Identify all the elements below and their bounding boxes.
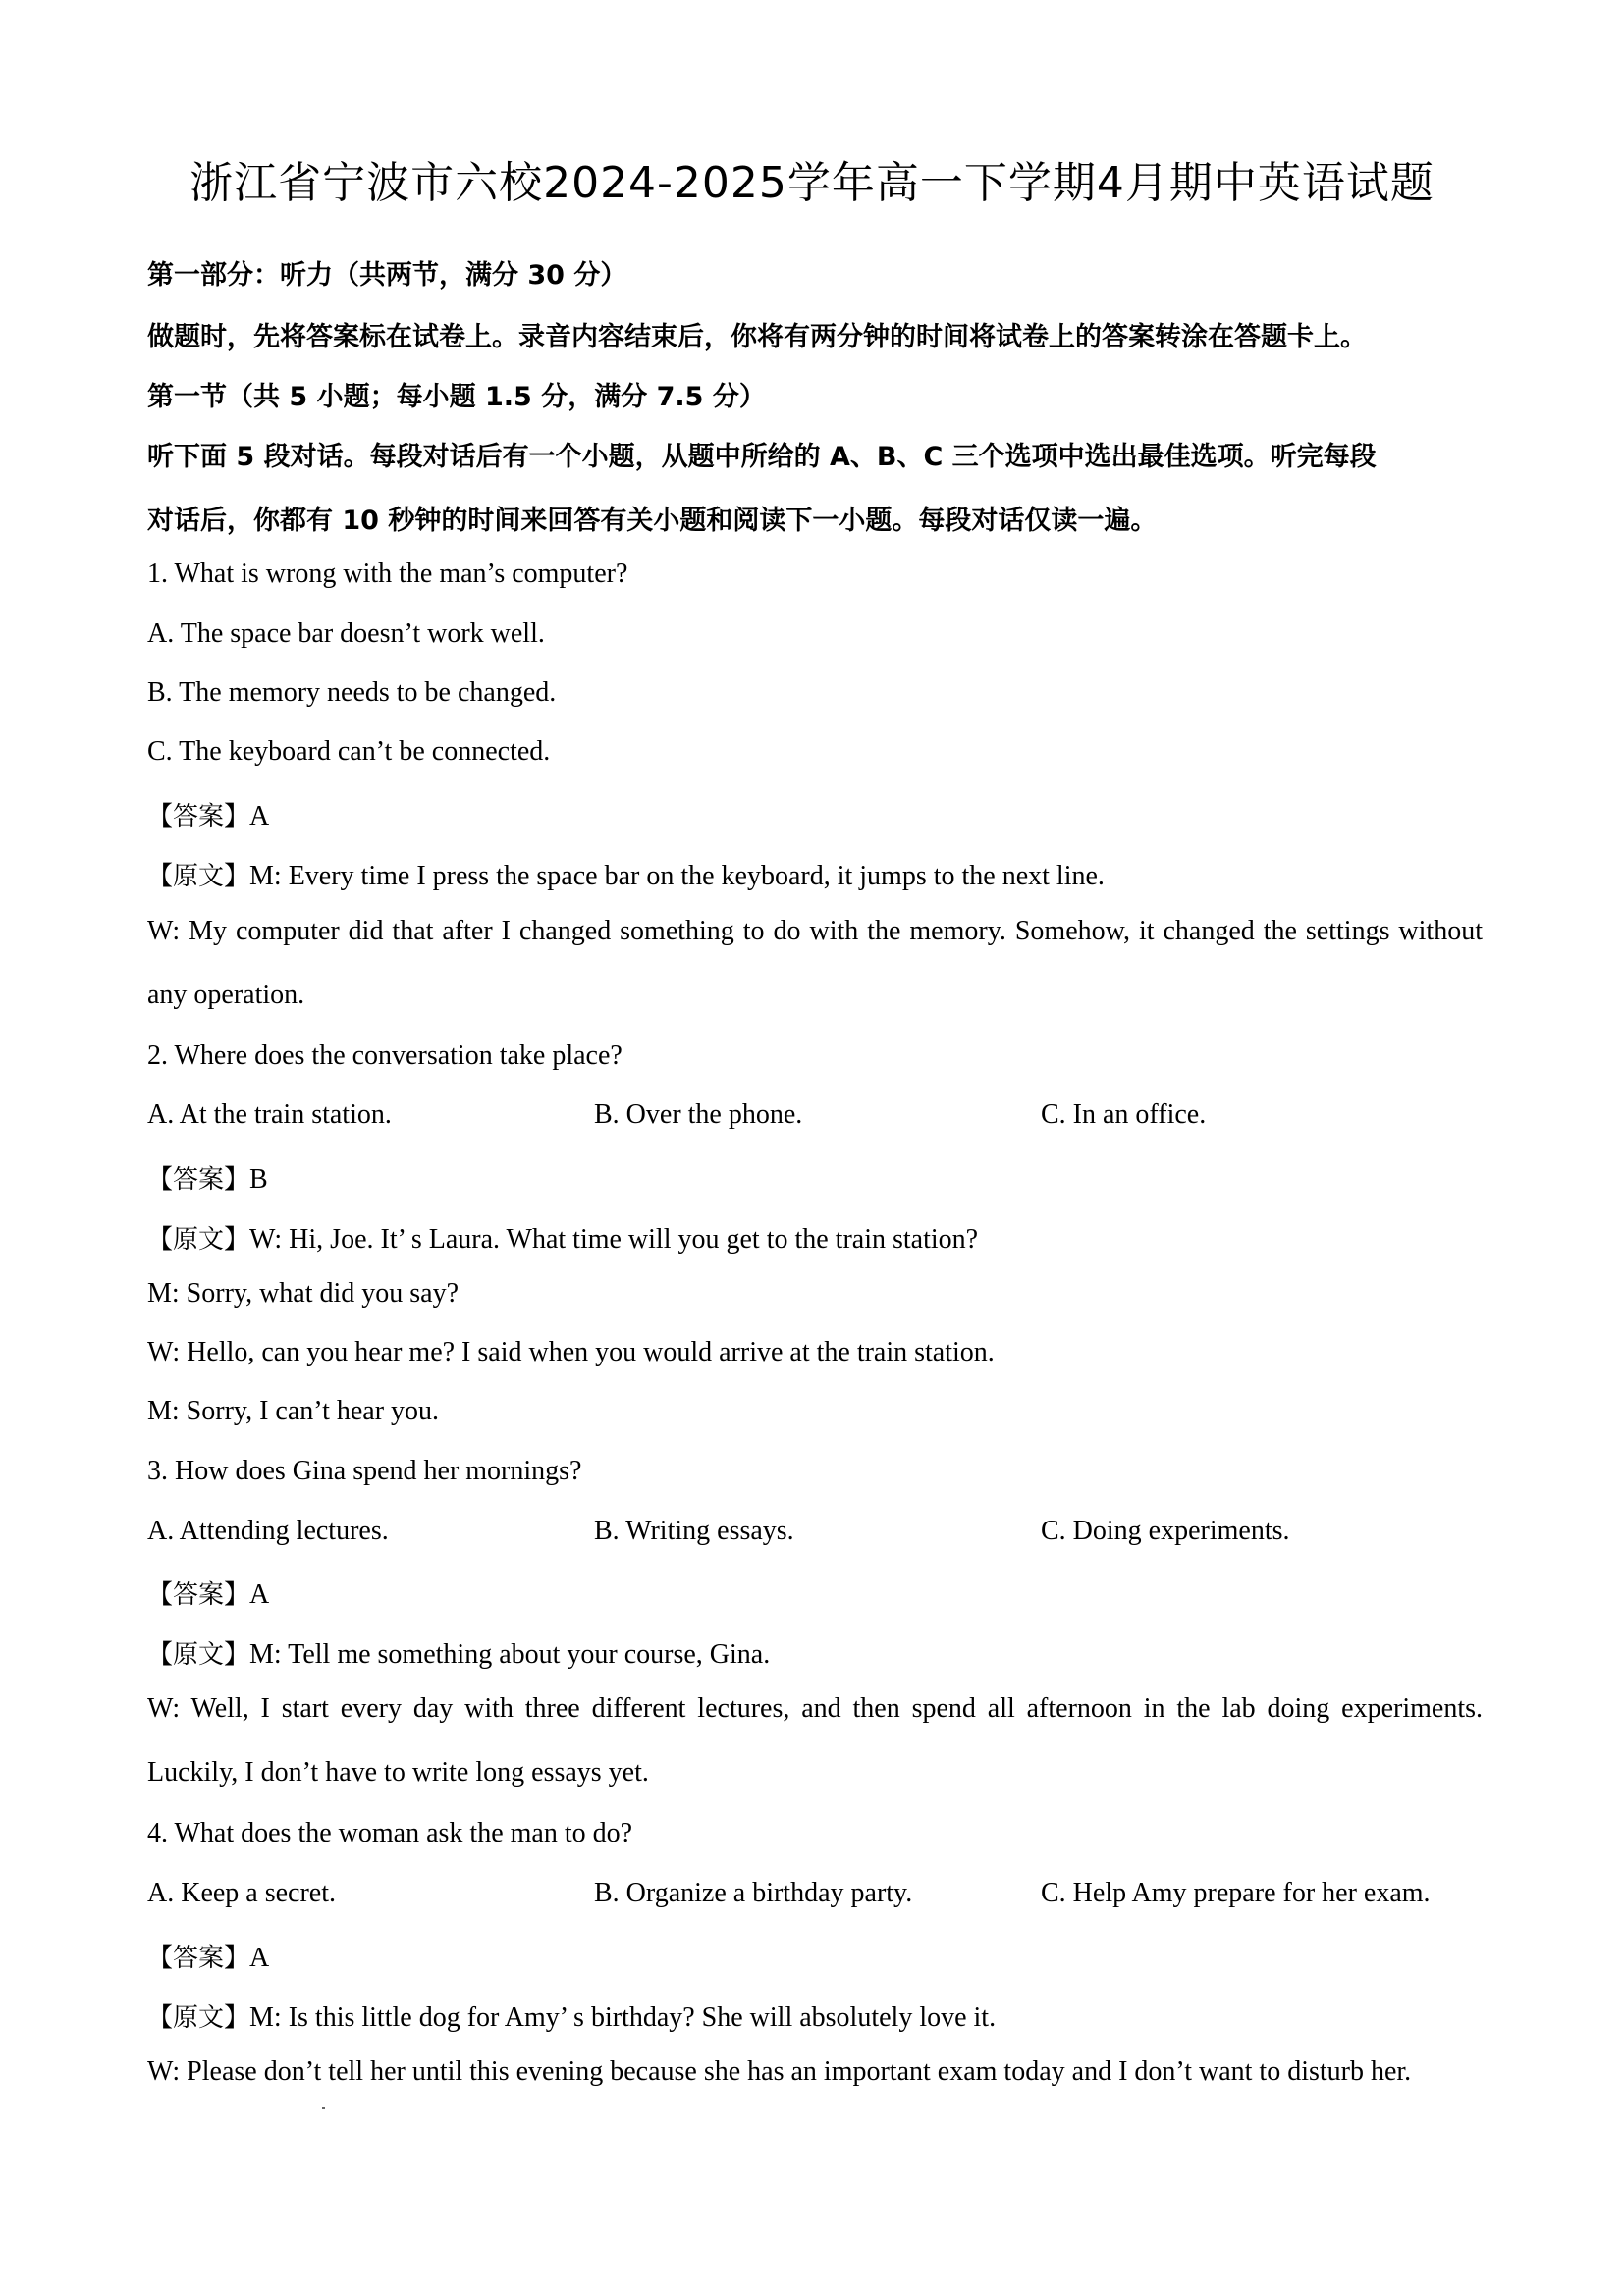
- q2-option-c: C. In an office.: [1041, 1099, 1207, 1130]
- q2-answer-line: [147, 1159, 268, 1196]
- answer-label: 【答案】: [147, 1165, 250, 1195]
- answer-label: 【答案】: [147, 802, 250, 831]
- part1-heading: 第一部分：听力（共两节，满分 30 分）: [147, 260, 627, 291]
- q4-answer-line: [147, 1938, 269, 1974]
- q4-transcript-line1: [147, 1998, 996, 2034]
- q1-question: 1. What is wrong with the man’s computer?: [147, 559, 628, 589]
- answer-label: 【答案】: [147, 1944, 250, 1973]
- q4-option-b: B. Organize a birthday party.: [594, 1878, 913, 1908]
- q3-answer: A: [249, 1579, 270, 1610]
- q3-option-c: C. Doing experiments.: [1041, 1516, 1290, 1546]
- q2-transcript-4: M: Sorry, I can’t hear you.: [147, 1396, 440, 1426]
- section1-heading: 第一节（共 5 小题；每小题 1.5 分，满分 7.5 分）: [147, 382, 766, 412]
- section1-instruction-line1: 听下面 5 段对话。每段对话后有一个小题，从题中所给的 A、B、C 三个选项中选出最佳选项。听完每段: [147, 442, 1377, 472]
- q4-option-c: C. Help Amy prepare for her exam.: [1041, 1878, 1431, 1908]
- q3-question: 3. How does Gina spend her mornings?: [147, 1456, 582, 1486]
- q3-transcript-2: W: Well, I start every day with three different lectures, and then spend all afternoon in the lab doing experiments.: [147, 1693, 1483, 1724]
- q1-transcript-3: any operation.: [147, 980, 305, 1010]
- q2-option-a: A. At the train station.: [147, 1099, 392, 1130]
- answer-label: 【答案】: [147, 1580, 250, 1610]
- transcript-label: 【原文】: [147, 862, 250, 891]
- q1-option-c: C. The keyboard can’t be connected.: [147, 736, 551, 767]
- page-title: 浙江省宁波市六校2024-2025学年高一下学期4月期中英语试题: [189, 158, 1435, 208]
- section1-instruction-line2: 对话后，你都有 10 秒钟的时间来回答有关小题和阅读下一小题。每段对话仅读一遍。: [147, 506, 1158, 536]
- transcript-label: 【原文】: [147, 2003, 250, 2033]
- q1-answer: A: [249, 801, 270, 831]
- q4-transcript-2: W: Please don’t tell her until this evening because she has an important exam today and I don’t want to disturb her.: [147, 2056, 1412, 2087]
- stray-dot: [322, 2107, 325, 2109]
- q2-transcript-line1: [147, 1219, 978, 1255]
- q4-answer: A: [249, 1943, 270, 1973]
- q2-answer: B: [249, 1164, 268, 1195]
- q1-transcript-1: M: Every time I press the space bar on the keyboard, it jumps to the next line.: [249, 861, 1105, 891]
- q2-transcript-3: W: Hello, can you hear me? I said when you would arrive at the train station.: [147, 1337, 995, 1367]
- q4-option-a: A. Keep a secret.: [147, 1878, 337, 1908]
- q1-option-b: B. The memory needs to be changed.: [147, 677, 557, 708]
- transcript-label: 【原文】: [147, 1225, 250, 1255]
- q3-option-b: B. Writing essays.: [594, 1516, 794, 1546]
- q3-option-a: A. Attending lectures.: [147, 1516, 389, 1546]
- q1-transcript-2: W: My computer did that after I changed something to do with the memory. Somehow, it changed the settings without: [147, 916, 1483, 946]
- q1-answer-line: [147, 796, 269, 832]
- q3-transcript-line1: [147, 1634, 770, 1671]
- q3-answer-line: [147, 1575, 269, 1611]
- q4-transcript-1: M: Is this little dog for Amy’ s birthday? She will absolutely love it.: [249, 2002, 997, 2033]
- q3-transcript-1: M: Tell me something about your course, Gina.: [249, 1639, 771, 1670]
- q2-question: 2. Where does the conversation take place?: [147, 1041, 623, 1071]
- q4-question: 4. What does the woman ask the man to do?: [147, 1818, 633, 1848]
- part1-instruction: 做题时，先将答案标在试卷上。录音内容结束后，你将有两分钟的时间将试卷上的答案转涂在答题卡上。: [147, 322, 1367, 352]
- q2-option-b: B. Over the phone.: [594, 1099, 803, 1130]
- q2-transcript-1: W: Hi, Joe. It’ s Laura. What time will you get to the train station?: [249, 1224, 979, 1255]
- q2-transcript-2: M: Sorry, what did you say?: [147, 1278, 460, 1308]
- q1-transcript-line1: [147, 856, 1105, 892]
- transcript-label: 【原文】: [147, 1640, 250, 1670]
- q3-transcript-3: Luckily, I don’t have to write long essays yet.: [147, 1757, 649, 1788]
- q1-option-a: A. The space bar doesn’t work well.: [147, 618, 545, 649]
